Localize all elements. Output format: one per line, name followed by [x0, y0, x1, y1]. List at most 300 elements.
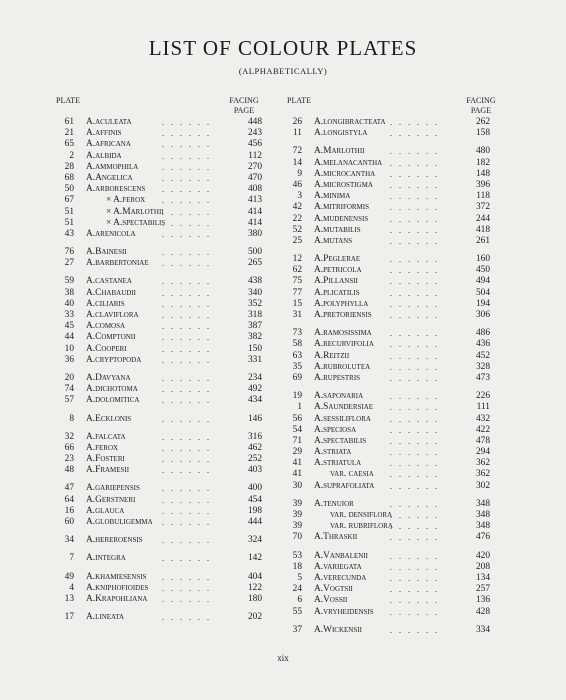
leader-dots: . . . . . .: [390, 299, 440, 309]
species-name: A.dolomitica: [86, 395, 140, 406]
plate-number: 61: [64, 117, 74, 127]
leader-dots: . . . . . .: [390, 481, 440, 491]
facing-page-number: 226: [475, 391, 490, 402]
plate-number: 19: [292, 391, 302, 402]
leader-dots: . . . . . .: [162, 151, 212, 161]
plate-number: 10: [64, 343, 74, 354]
plate-number: 31: [292, 310, 302, 320]
species-name: A.dichotoma: [86, 384, 138, 395]
facing-page-number: 331: [247, 354, 262, 365]
leader-dots: . . . . . .: [390, 392, 440, 402]
page-label: PAGE: [470, 106, 492, 115]
plate-entry: [54, 321, 284, 332]
plate-number: 13: [64, 593, 74, 604]
plate-entry: [282, 310, 512, 321]
section-gap: [54, 565, 284, 572]
species-name: × A.Marlothii: [106, 206, 164, 217]
leader-dots: . . . . . .: [390, 147, 440, 157]
plate-number: 22: [292, 213, 302, 224]
plate-entry: [282, 146, 512, 157]
plate-number: 56: [292, 413, 302, 424]
section-gap: [54, 407, 284, 414]
leader-dots: . . . . . .: [162, 396, 212, 406]
facing-page-number: 348: [475, 498, 490, 509]
leader-dots: . . . . . .: [162, 207, 212, 217]
plate-entry: [54, 247, 284, 258]
plate-entry: [54, 207, 284, 218]
facing-page-number: 294: [475, 447, 490, 458]
species-name: A.Krapohliana: [86, 593, 148, 604]
facing-page-number: 202: [247, 612, 262, 623]
plate-entry: [282, 414, 512, 425]
plate-entry: [282, 254, 512, 265]
leader-dots: . . . . . .: [390, 192, 440, 202]
leader-dots: . . . . . .: [390, 414, 440, 424]
species-name: A.striata: [314, 447, 352, 458]
species-name: A.minima: [314, 191, 351, 202]
species-name: A.spectabilis: [314, 435, 367, 446]
species-name: A.saponaria: [314, 391, 364, 402]
species-name: A.Peglerae: [314, 254, 361, 265]
leader-dots: . . . . . .: [162, 162, 212, 172]
leader-dots: . . . . . .: [162, 536, 212, 546]
leader-dots: . . . . . .: [390, 448, 440, 458]
plate-number: 33: [64, 310, 74, 320]
species-name: A.globuligemma: [86, 517, 153, 527]
species-name: × A.spectabilis: [106, 217, 166, 228]
plate-entry: [54, 517, 284, 528]
species-name: A.Wickensii: [314, 624, 362, 635]
species-name: A.arenicola: [86, 228, 136, 239]
facing-page-number: 476: [475, 532, 490, 543]
plate-number: 17: [64, 612, 74, 623]
plate-number: 34: [64, 535, 74, 546]
plate-entry: [282, 481, 512, 492]
plate-header-left: PLATE: [56, 96, 80, 105]
page-subtitle: (ALPHABETICALLY): [238, 66, 328, 76]
plate-entry: [54, 139, 284, 150]
facing-page-number: 420: [475, 550, 490, 561]
plate-number: 71: [292, 435, 302, 446]
plate-number: 39: [292, 510, 302, 520]
plate-entry: [54, 612, 284, 623]
plate-entry: [282, 469, 512, 480]
page-title: LIST OF COLOUR PLATES: [148, 36, 418, 60]
leader-dots: . . . . . .: [390, 203, 440, 213]
plate-number: 41: [292, 458, 302, 469]
plate-number: 40: [64, 298, 74, 309]
leader-dots: . . . . . .: [162, 594, 212, 604]
facing-page-number: 261: [475, 235, 490, 246]
species-name: A.Marlothii: [314, 146, 365, 157]
facing-page-number: 348: [475, 521, 490, 532]
species-name: A.claviflora: [86, 310, 139, 320]
species-name: A.Bainesii: [86, 247, 127, 258]
plate-entry: [282, 128, 512, 139]
species-name: A.Vossii: [314, 595, 348, 606]
plate-header-right: PLATE: [287, 96, 311, 105]
leader-dots: . . . . . .: [390, 180, 440, 190]
leader-dots: . . . . . .: [162, 344, 212, 354]
species-name: A.africana: [86, 139, 131, 150]
plate-entry: [54, 583, 284, 594]
facing-page-number: 380: [247, 228, 262, 239]
plate-number: 59: [64, 276, 74, 287]
plate-entry: [282, 202, 512, 213]
facing-page-number: 328: [475, 361, 490, 372]
facing-page-number: 434: [247, 395, 262, 406]
leader-dots: . . . . . .: [390, 277, 440, 287]
plate-number: 55: [292, 606, 302, 617]
species-name: A.Gerstneri: [86, 494, 136, 505]
plate-number: 29: [292, 447, 302, 458]
species-name: A.glauca: [86, 505, 125, 516]
leader-dots: . . . . . .: [162, 311, 212, 320]
facing-page-number: 414: [247, 206, 262, 217]
facing-page-number: 492: [247, 384, 262, 395]
plate-number: 41: [292, 469, 302, 480]
facing-page-number: 318: [247, 310, 262, 320]
section-gap: [54, 240, 284, 247]
facing-page-number: 262: [475, 117, 490, 127]
species-name: A.mudenensis: [314, 213, 369, 224]
section-gap: [282, 321, 512, 328]
leader-dots: . . . . . .: [390, 373, 440, 383]
plate-entry: [54, 465, 284, 476]
plate-number: 6: [297, 595, 302, 606]
species-name: A.microcantha: [314, 168, 376, 179]
species-name: A.rubrolutea: [314, 361, 371, 372]
facing-page-number: 387: [247, 321, 262, 332]
leader-dots: . . . . . .: [162, 173, 212, 183]
leader-dots: . . . . . .: [162, 333, 212, 343]
leader-dots: . . . . . .: [390, 403, 440, 413]
plate-number: 62: [292, 265, 302, 276]
leader-dots: . . . . . .: [162, 196, 212, 206]
species-name: A.comosa: [86, 321, 126, 332]
facing-page-number: 158: [475, 128, 490, 139]
plate-number: 8: [69, 413, 74, 424]
plate-entry: [282, 225, 512, 236]
leader-dots: . . . . . .: [390, 625, 440, 635]
species-name: A.polyphylla: [314, 298, 369, 309]
plate-entry: [54, 299, 284, 310]
plate-entry: [282, 521, 512, 532]
leader-dots: . . . . . .: [390, 225, 440, 235]
leader-dots: . . . . . .: [390, 573, 440, 583]
plate-entry: [54, 258, 284, 269]
facing-page-number: 372: [475, 202, 490, 213]
plate-entry: [54, 332, 284, 343]
leader-dots: . . . . . .: [390, 499, 440, 509]
species-name: A.variegata: [314, 561, 362, 572]
plate-entry: [282, 584, 512, 595]
facing-page-number: 362: [475, 469, 490, 480]
facing-page-number: 438: [247, 276, 262, 287]
plate-number: 14: [292, 157, 302, 168]
section-gap: [54, 546, 284, 553]
plate-entry: [282, 447, 512, 458]
plate-number: 42: [292, 202, 302, 213]
plate-number: 76: [64, 247, 74, 258]
plate-number: 15: [292, 298, 302, 309]
plate-number: 51: [64, 206, 74, 217]
species-name: A.Chabaudii: [86, 287, 136, 298]
facing-page-number: 302: [475, 480, 490, 491]
facing-page-number: 403: [247, 465, 262, 476]
plate-entry: [54, 454, 284, 465]
species-name: A.mitriformis: [314, 202, 370, 213]
section-gap: [282, 384, 512, 391]
species-name: A.Vanbalenii: [314, 550, 368, 561]
leader-dots: . . . . . .: [390, 118, 440, 127]
species-name: A.verecunda: [314, 572, 367, 583]
leader-dots: . . . . . .: [162, 229, 212, 239]
section-gap: [54, 425, 284, 432]
plate-entry: [282, 625, 512, 636]
plate-entry: [282, 532, 512, 543]
species-name: A.speciosa: [314, 424, 357, 435]
leader-dots: . . . . . .: [162, 277, 212, 287]
species-name: A.affinis: [86, 128, 122, 139]
plate-number: 67: [64, 195, 74, 206]
plate-entry: [54, 572, 284, 583]
leader-dots: . . . . . .: [162, 248, 212, 258]
leader-dots: . . . . . .: [390, 533, 440, 543]
plate-entry: [282, 288, 512, 299]
plate-number: 46: [292, 179, 302, 190]
facing-label: FACING: [229, 96, 259, 105]
leader-dots: . . . . . .: [162, 455, 212, 465]
plate-entry: [54, 594, 284, 605]
section-gap: [282, 618, 512, 625]
facing-page-number: 413: [247, 195, 262, 206]
species-name: × A.ferox: [106, 195, 146, 206]
leader-dots: . . . . . .: [390, 351, 440, 361]
leader-dots: . . . . . .: [162, 373, 212, 383]
facing-page-number: 428: [475, 606, 490, 617]
plate-entry: [282, 362, 512, 373]
plate-number: 75: [292, 276, 302, 287]
facing-page-number: 324: [247, 535, 262, 546]
plate-number: 73: [292, 328, 302, 339]
plate-number: 77: [292, 287, 302, 298]
plate-entry: [282, 169, 512, 180]
facing-page-number: 422: [475, 424, 490, 435]
page-label: PAGE: [233, 106, 255, 115]
plate-number: 5: [297, 572, 302, 583]
facing-page-number: 362: [475, 458, 490, 469]
plate-entry: [282, 391, 512, 402]
section-gap: [54, 269, 284, 276]
facing-page-number: 111: [476, 402, 490, 413]
plate-number: 26: [292, 117, 302, 127]
facing-page-number: 244: [475, 213, 490, 224]
plate-entry: [54, 276, 284, 287]
species-name: A.Vogtsii: [314, 584, 353, 595]
leader-dots: . . . . . .: [162, 495, 212, 505]
facing-page-number: 182: [475, 157, 490, 168]
species-name: A.kniphofioides: [86, 582, 149, 593]
leader-dots: . . . . . .: [390, 585, 440, 595]
plate-number: 54: [292, 424, 302, 435]
leader-dots: . . . . . .: [390, 425, 440, 435]
facing-page-number: 470: [247, 172, 262, 183]
leader-dots: . . . . . .: [162, 299, 212, 309]
plate-number: 60: [64, 517, 74, 527]
species-name: A.castanea: [86, 276, 132, 287]
leader-dots: . . . . . .: [390, 340, 440, 350]
species-name: A.longistyla: [314, 128, 368, 139]
plate-number: 7: [69, 553, 74, 564]
species-name: A.tenuior: [314, 498, 354, 509]
facing-page-number: 316: [247, 431, 262, 442]
species-name: A.Ecklonis: [86, 413, 132, 424]
facing-page-number: 462: [247, 442, 262, 453]
species-name: A.pretoriensis: [314, 310, 372, 320]
facing-page-number: 118: [476, 191, 490, 202]
facing-page-number: 208: [475, 561, 490, 572]
species-name: A.Fosteri: [86, 454, 125, 465]
facing-page-number: 142: [247, 553, 262, 564]
plate-number: 27: [64, 258, 74, 269]
species-name: A.Thraskii: [314, 532, 358, 543]
facing-page-number: 134: [475, 572, 490, 583]
leader-dots: . . . . . .: [162, 613, 212, 623]
plate-entry: [282, 499, 512, 510]
plate-entry: [54, 195, 284, 206]
plate-number: 66: [64, 442, 74, 453]
leader-dots: . . . . . .: [162, 185, 212, 195]
species-name: A.suprafoliata: [314, 480, 375, 491]
facing-page-number: 180: [247, 593, 262, 604]
facing-page-number: 150: [247, 343, 262, 354]
leader-dots: . . . . . .: [390, 596, 440, 606]
facing-page-number: 500: [247, 247, 262, 258]
section-gap: [282, 544, 512, 551]
leader-dots: . . . . . .: [162, 583, 212, 593]
species-name: A.arborescens: [86, 184, 146, 195]
leader-dots: . . . . . .: [390, 311, 440, 320]
facing-page-header-right: [459, 96, 503, 116]
plate-entry: [54, 162, 284, 173]
plate-number: 64: [64, 494, 74, 505]
plate-entry: [282, 458, 512, 469]
leader-dots: . . . . . .: [390, 436, 440, 446]
species-name: A.rupestris: [314, 372, 361, 383]
leader-dots: . . . . . .: [162, 518, 212, 527]
leader-dots: . . . . . .: [390, 329, 440, 339]
species-name: A.integra: [86, 553, 126, 564]
facing-page-number: 198: [247, 505, 262, 516]
plate-number: 20: [64, 372, 74, 383]
species-name: A.Framesii: [86, 465, 130, 476]
species-name: A.mutabilis: [314, 224, 361, 235]
leader-dots: . . . . . .: [390, 459, 440, 469]
plate-entry: [54, 344, 284, 355]
plate-entry: [282, 551, 512, 562]
facing-page-number: 257: [475, 584, 490, 595]
plate-entry: [54, 128, 284, 139]
facing-page-number: 243: [247, 128, 262, 139]
plate-number: 57: [64, 395, 74, 406]
facing-page-number: 408: [247, 184, 262, 195]
section-gap: [282, 247, 512, 254]
plate-number: 53: [292, 550, 302, 561]
leader-dots: . . . . . .: [162, 554, 212, 564]
plate-number: 39: [292, 521, 302, 532]
species-name: A.sessiliflora: [314, 413, 371, 424]
facing-page-number: 334: [475, 624, 490, 635]
facing-page-number: 486: [475, 328, 490, 339]
facing-page-number: 404: [247, 571, 262, 582]
plate-number: 3: [297, 191, 302, 202]
plate-entry: [54, 495, 284, 506]
plate-entry: [54, 535, 284, 546]
facing-label: FACING: [466, 96, 496, 105]
species-name: A.khamiesensis: [86, 571, 147, 582]
leader-dots: . . . . . .: [162, 506, 212, 516]
plate-entry: [282, 299, 512, 310]
plate-number: 43: [64, 228, 74, 239]
leader-dots: . . . . . .: [162, 572, 212, 582]
plate-entry: [54, 384, 284, 395]
species-name: A.Saundersiae: [314, 402, 374, 413]
plate-number: 74: [64, 384, 74, 395]
page-number: xix: [277, 653, 289, 663]
species-name: A.melanacantha: [314, 157, 383, 168]
facing-page-number: 352: [247, 298, 262, 309]
leader-dots: . . . . . .: [162, 443, 212, 453]
plate-entry: [282, 236, 512, 247]
leader-dots: . . . . . .: [162, 466, 212, 476]
facing-page-number: 414: [247, 217, 262, 228]
facing-page-number: 432: [475, 413, 490, 424]
plate-number: 37: [292, 624, 302, 635]
plate-number: 39: [292, 498, 302, 509]
plate-number: 63: [292, 350, 302, 361]
species-name: A.plicatilis: [314, 287, 360, 298]
facing-page-number: 450: [475, 265, 490, 276]
plate-entry: [282, 339, 512, 350]
leader-dots: . . . . . .: [390, 236, 440, 246]
species-name: A.ramosissima: [314, 328, 372, 339]
facing-page-number: 400: [247, 483, 262, 494]
facing-page-number: 456: [247, 139, 262, 150]
plate-entry: [54, 483, 284, 494]
species-name: A.albida: [86, 150, 122, 161]
facing-page-number: 382: [247, 332, 262, 343]
leader-dots: . . . . . .: [162, 218, 212, 228]
plate-entry: [282, 328, 512, 339]
species-name: A.vryheidensis: [314, 606, 374, 617]
right-plate-column: [282, 117, 512, 636]
plate-entry: [282, 436, 512, 447]
plate-entry: [282, 510, 512, 521]
plate-number: 58: [292, 339, 302, 350]
section-gap: [54, 605, 284, 612]
section-gap: [54, 528, 284, 535]
facing-page-number: 454: [247, 494, 262, 505]
leader-dots: . . . . . .: [390, 255, 440, 265]
plate-number: 16: [64, 505, 74, 516]
plate-number: 44: [64, 332, 74, 343]
facing-page-number: 494: [475, 276, 490, 287]
leader-dots: . . . . . .: [390, 214, 440, 224]
leader-dots: . . . . . .: [390, 129, 440, 139]
leader-dots: . . . . . .: [390, 522, 440, 532]
plate-number: 21: [64, 128, 74, 139]
